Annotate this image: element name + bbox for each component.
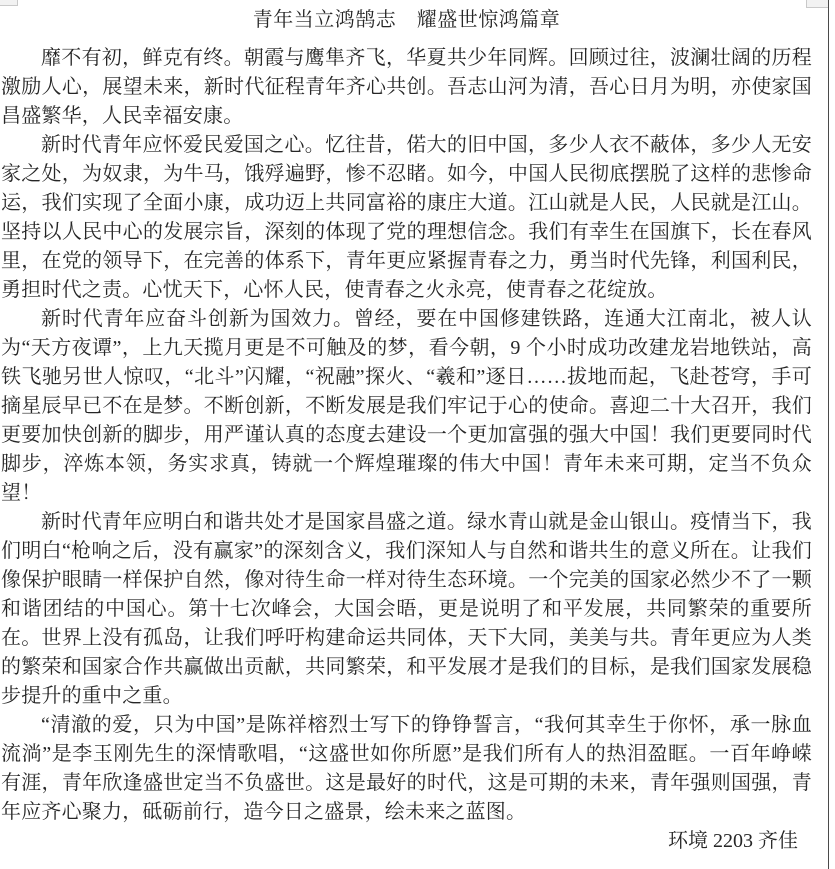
essay-paragraph-2: 新时代青年应怀爱民爱国之心。忆往昔，偌大的旧中国，多少人衣不蔽体，多少人无安家之处，为奴隶，为牛马，饿殍遍野，惨不忍睹。如今，中国人民彻底摆脱了这样的悲惨命运，我们实现了全面小康，成功迈上共同富裕的康庄大道。江山就是人民，人民就是江山。坚持以人民中心的发展宗旨，深刻的体现了党的理想信念。我们有幸生在国旗下，长在春风里，在党的领导下，在完善的体系下，青年更应紧握青春之力，勇当时代先锋，利国利民，勇担时代之责。心忧天下，心怀人民，使青春之火永亮，使青春之花绽放。 [1,134,812,301]
essay-paragraph-5: “清澈的爱，只为中国”是陈祥榕烈士写下的铮铮誓言，“我何其幸生于你怀，承一脉血流淌”是李玉刚先生的深情歌唱，“这盛世如你所愿”是我们所有人的热泪盈眶。一百年峥嵘有涯，青年欣逢盛世定当不负盛世。这是最好的时代，这是可期的未来，青年强则国强，青年应齐心聚力，砥砺前行，造今日之盛景，绘未来之蓝图。 [1,714,812,823]
author-signature: 环境 2203 齐佳 [668,830,798,852]
essay-title: 青年当立鸿鹄志 耀盛世惊鸿篇章 [252,9,561,31]
page-right-edge-line [828,0,829,869]
essay-paragraph-3: 新时代青年应奋斗创新为国效力。曾经，要在中国修建铁路，连通大江南北，被人认为“天方夜谭”，上九天揽月更是不可触及的梦，看今朝，9 个小时成功改建龙岩地铁站，高铁飞驰另世人惊叹，“北斗”闪耀，“祝融”探火、“羲和”逐日……拔地而起，飞赴苍穹，手可摘星辰早已不在是梦。不断创新，不断发展是我们牢记于心的使命。喜迎二十大召开，我们更要加快创新的脚步，用严谨认真的态度去建设一个更加富强的强大中国！我们更要同时代脚步，淬炼本领，务实求真，铸就一个辉煌璀璨的伟大中国！青年未来可期，定当不负众望！ [1,308,812,504]
essay-paragraph-4: 新时代青年应明白和谐共处才是国家昌盛之道。绿水青山就是金山银山。疫情当下，我们明白“枪响之后，没有赢家”的深刻含义，我们深知人与自然和谐共生的意义所在。让我们像保护眼睛一样保护自然，像对待生命一样对待生态环境。一个完美的国家必然少不了一颗和谐团结的中国心。第十七次峰会，大国会晤，更是说明了和平发展，共同繁荣的重要所在。世界上没有孤岛，让我们呼吁构建命运共同体，天下大同，美美与共。青年更应为人类的繁荣和国家合作共赢做出贡献，共同繁荣，和平发展才是我们的目标，是我们国家发展稳步提升的重中之重。 [1,511,812,707]
document-content [0,6,822,856]
essay-paragraph-1: 靡不有初，鲜克有终。朝霞与鹰隼齐飞，华夏共少年同辉。回顾过往，波澜壮阔的历程激励人心，展望未来，新时代征程青年齐心共创。吾志山河为清，吾心日月为明，亦使家国昌盛繁华，人民幸福安康。 [1,47,812,127]
